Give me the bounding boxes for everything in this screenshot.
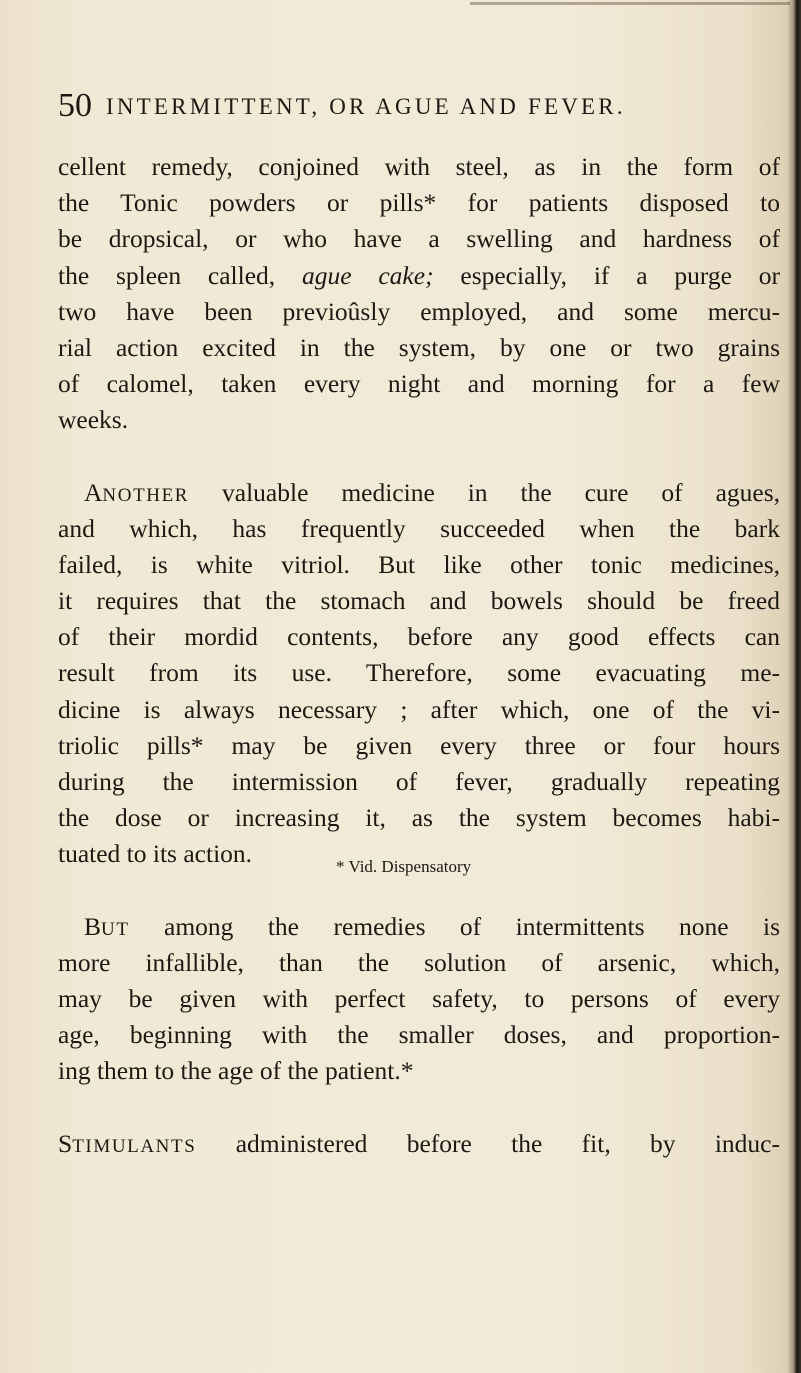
text-line: the Tonic powders or pills* for patients disposed to: [58, 188, 780, 218]
text-line: the dose or increasing it, as the system becomes habi-: [58, 803, 780, 833]
paragraph-4: [58, 1126, 780, 1162]
small-caps-initial: A: [84, 477, 103, 507]
text-line: weeks.: [58, 405, 129, 435]
text-line: failed, is white vitriol. But like other tonic medicines,: [58, 549, 780, 579]
text-fragment: valuable medicine in the cure of agues,: [189, 477, 780, 507]
text-line: ing them to the age of the patient.*: [58, 1056, 414, 1086]
text-line: result from its use. Therefore, some evacuating me-: [58, 658, 780, 688]
text-fragment: administered before the fit, by induc-: [196, 1128, 780, 1158]
text-line: of calomel, taken every night and morning for a few: [58, 369, 780, 399]
text-line: more infallible, than the solution of arsenic, which,: [58, 947, 780, 977]
text-line: it requires that the stomach and bowels should be freed: [58, 586, 780, 616]
text-fragment: among the remedies of intermittents none is: [129, 911, 780, 941]
small-caps-word: NOTHER: [102, 484, 190, 506]
text-fragment: the spleen called,: [58, 260, 302, 290]
text-line: two have been previoûsly employed, and some mercu-: [58, 296, 780, 326]
text-line: [58, 475, 780, 511]
text-line: cellent remedy, conjoined with steel, as in the form of: [58, 152, 780, 181]
page-number: 50: [58, 87, 92, 124]
text-line: [58, 1126, 780, 1162]
italic-phrase: ague cake;: [301, 260, 434, 290]
text-line: [58, 909, 780, 945]
text-line: rial action excited in the system, by one or two grains: [58, 332, 780, 362]
text-line: may be given with perfect safety, to persons of every: [58, 983, 780, 1013]
small-caps-word: TIMULANTS: [72, 1135, 197, 1157]
small-caps-word: UT: [101, 918, 130, 940]
running-head: INTERMITTENT, OR AGUE AND FEVER.: [106, 94, 626, 119]
top-rule: [470, 2, 790, 5]
text-line: tuated to its action.: [58, 839, 253, 869]
paragraph-3: [58, 909, 780, 1090]
footnote: * Vid. Dispensatory: [336, 857, 472, 876]
page-header: [58, 86, 778, 126]
small-caps-initial: B: [84, 911, 102, 941]
text-line: and which, has frequently succeeded when the bark: [58, 513, 780, 543]
text-line: be dropsical, or who have a swelling and hardness of: [58, 224, 780, 254]
text-line: during the intermission of fever, gradually repeating: [58, 767, 780, 796]
paragraph-2: [58, 475, 780, 873]
small-caps-initial: S: [58, 1128, 73, 1158]
body-text: [58, 149, 780, 1198]
text-line: of their mordid contents, before any good effects can: [58, 622, 780, 652]
page-binding-shadow: [787, 0, 801, 1373]
text-fragment: especially, if a purge or: [433, 260, 781, 290]
text-line: age, beginning with the smaller doses, and proportion-: [58, 1020, 780, 1050]
text-line: [58, 258, 780, 294]
paragraph-1: [58, 149, 780, 439]
text-line: triolic pills* may be given every three or four hours: [58, 730, 780, 760]
text-line: dicine is always necessary ; after which, one of the vi-: [58, 694, 780, 724]
